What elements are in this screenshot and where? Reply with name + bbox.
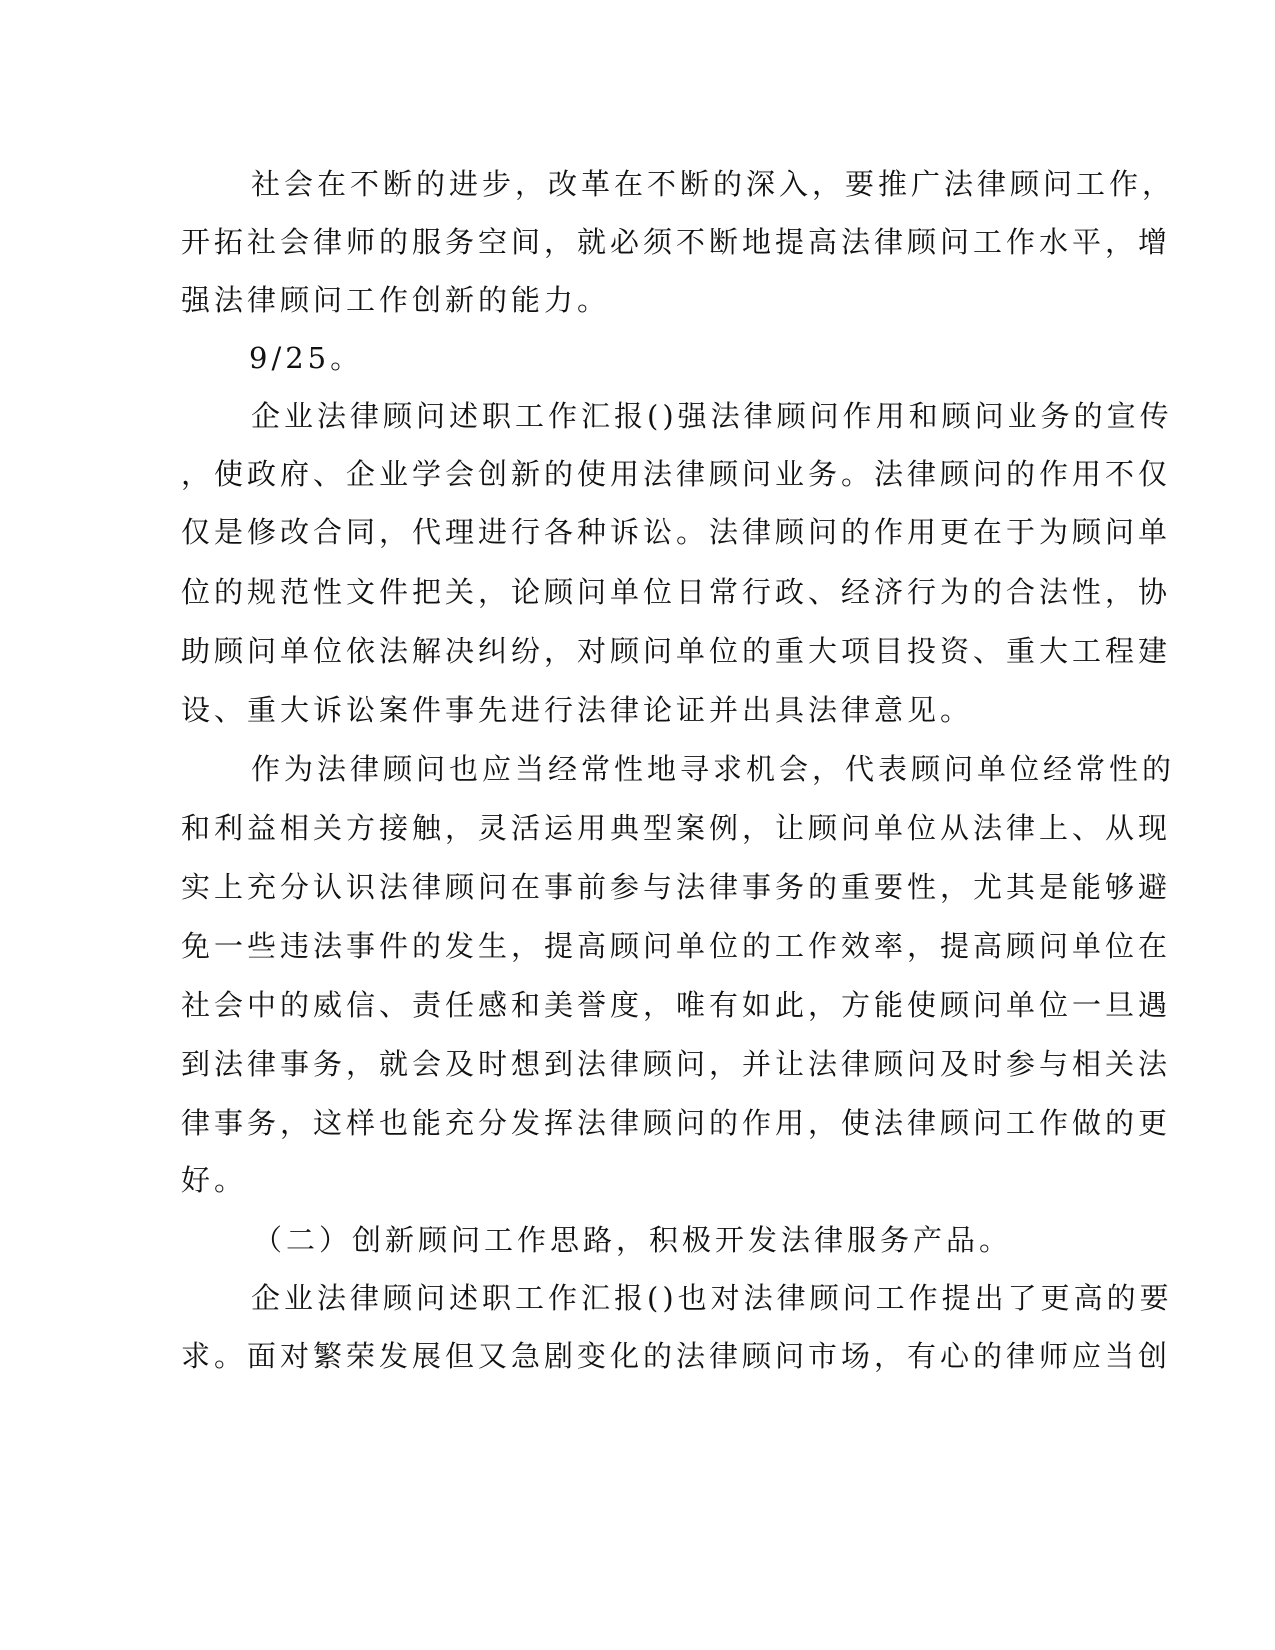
page-number: 9/25。	[249, 341, 364, 375]
paragraph-1-line-3: 强法律顾问工作创新的能力。	[181, 283, 611, 317]
paragraph-3-line-4: 免一些违法事件的发生，提高顾问单位的工作效率，提高顾问单位在	[181, 929, 1172, 963]
paragraph-3-line-5: 社会中的威信、责任感和美誉度，唯有如此，方能使顾问单位一旦遇	[181, 988, 1172, 1022]
section-heading: （二）创新顾问工作思路，积极开发法律服务产品。	[253, 1223, 1013, 1257]
paragraph-3-line-7: 律事务，这样也能充分发挥法律顾问的作用，使法律顾问工作做的更	[181, 1106, 1172, 1140]
paragraph-2-line-6: 设、重大诉讼案件事先进行法律论证并出具法律意见。	[181, 693, 974, 727]
paragraph-3-line-6: 到法律事务，就会及时想到法律顾问，并让法律顾问及时参与相关法	[181, 1047, 1172, 1081]
paragraph-1-line-1: 社会在不断的进步，改革在不断的深入，要推广法律顾问工作，	[251, 167, 1176, 201]
paragraph-2-line-4: 位的规范性文件把关，论顾问单位日常行政、经济行为的合法性，协	[181, 575, 1172, 609]
paragraph-2-line-3: 仅是修改合同，代理进行各种诉讼。法律顾问的作用更在于为顾问单	[181, 515, 1172, 549]
paragraph-3-line-3: 实上充分认识法律顾问在事前参与法律事务的重要性，尤其是能够避	[181, 870, 1172, 904]
paragraph-4-line-1: 企业法律顾问述职工作汇报()也对法律顾问工作提出了更高的要	[251, 1281, 1173, 1315]
paragraph-2-line-2: ，使政府、企业学会创新的使用法律顾问业务。法律顾问的作用不仅	[181, 457, 1172, 491]
paragraph-3-line-2: 和利益相关方接触，灵活运用典型案例，让顾问单位从法律上、从现	[181, 811, 1172, 845]
paragraph-3-line-8: 好。	[181, 1163, 248, 1197]
paragraph-4-line-2: 求。面对繁荣发展但又急剧变化的法律顾问市场，有心的律师应当创	[181, 1339, 1172, 1373]
paragraph-2-line-5: 助顾问单位依法解决纠纷，对顾问单位的重大项目投资、重大工程建	[181, 634, 1172, 668]
paragraph-1-line-2: 开拓社会律师的服务空间，就必须不断地提高法律顾问工作水平，增	[181, 225, 1172, 259]
paragraph-2-line-1: 企业法律顾问述职工作汇报()强法律顾问作用和顾问业务的宣传	[251, 399, 1173, 433]
paragraph-3-line-1: 作为法律顾问也应当经常性地寻求机会，代表顾问单位经常性的	[251, 752, 1176, 786]
